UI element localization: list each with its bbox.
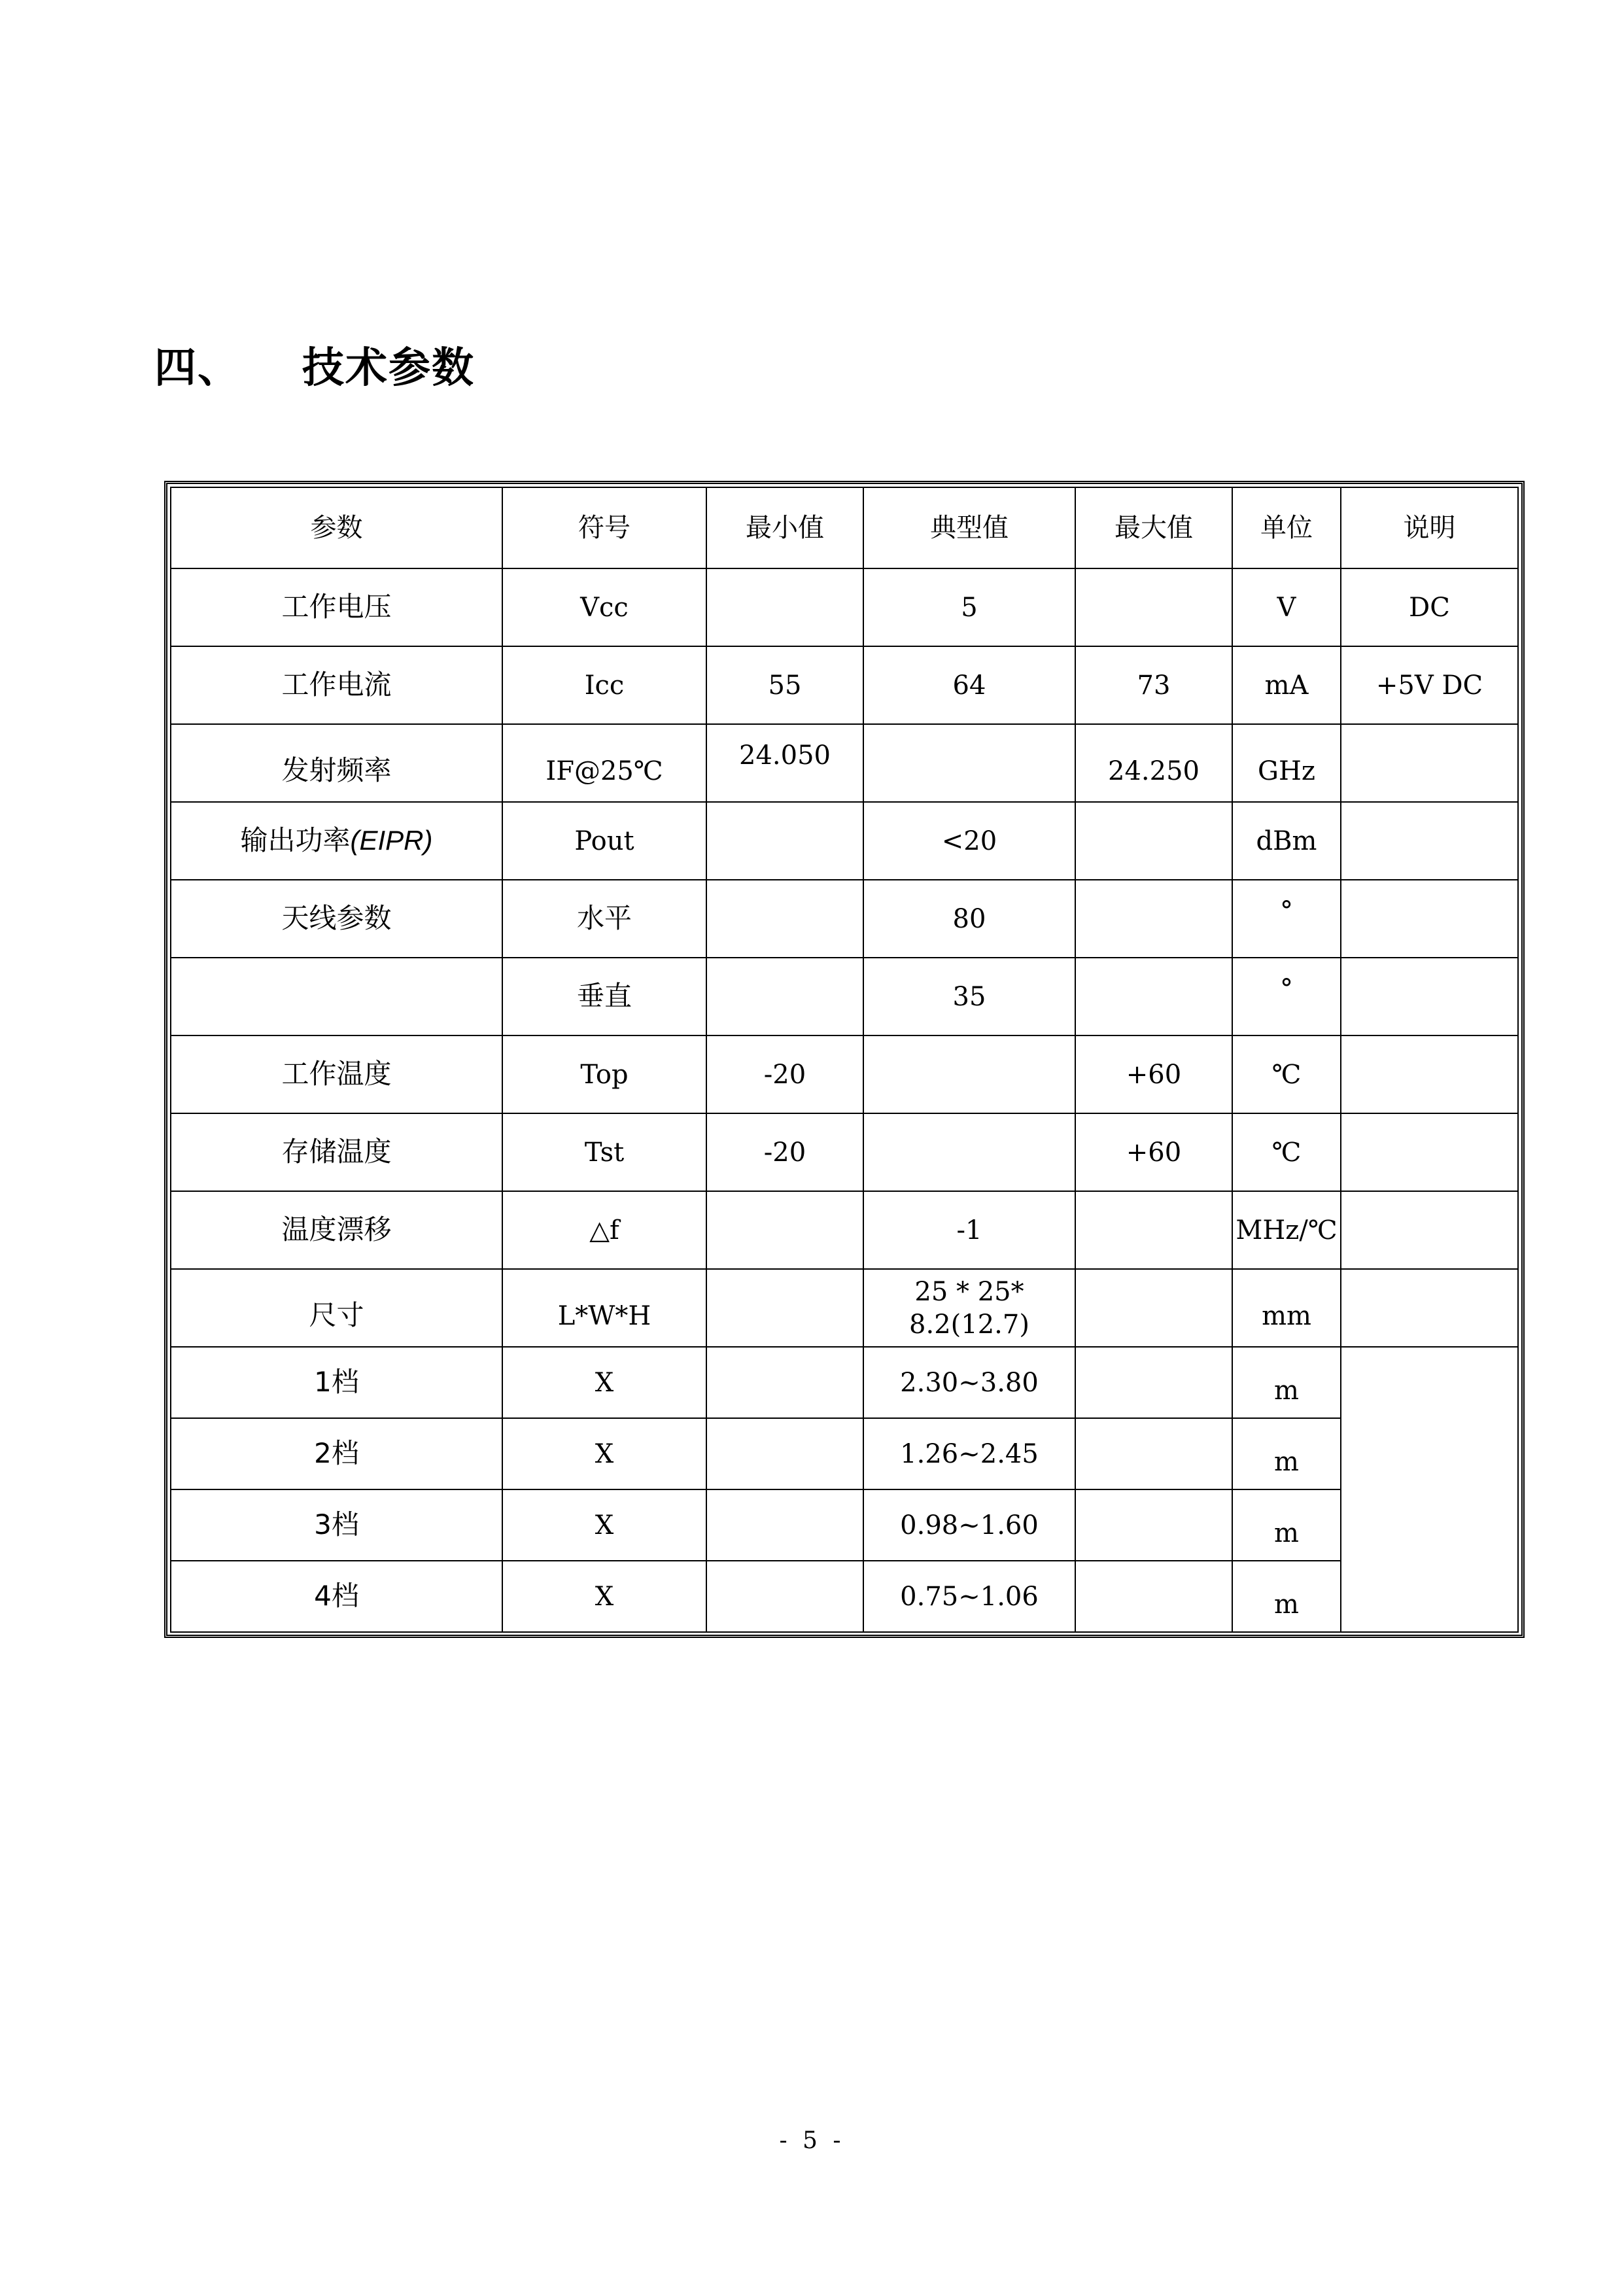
- symbol-cell: 水平: [502, 880, 706, 958]
- table-row: [171, 1347, 1518, 1418]
- table-row: [171, 646, 1518, 724]
- param-cell: 温度漂移: [171, 1191, 502, 1269]
- unit-cell: dBm: [1232, 802, 1341, 880]
- min-cell: 55: [706, 646, 863, 724]
- min-cell: [706, 1191, 863, 1269]
- unit-text: °: [1280, 973, 1293, 1004]
- spec-table: [170, 487, 1519, 1633]
- typ-cell: 0.98~1.60: [863, 1489, 1075, 1561]
- note-cell: [1341, 1113, 1518, 1191]
- symbol-cell: X: [502, 1418, 706, 1489]
- note-cell: [1341, 724, 1518, 802]
- table-row: [171, 1113, 1518, 1191]
- unit-cell: [1232, 1418, 1341, 1489]
- table-row: [171, 880, 1518, 958]
- typ-cell: -1: [863, 1191, 1075, 1269]
- param-cell: 工作温度: [171, 1035, 502, 1113]
- typ-cell: 5: [863, 568, 1075, 646]
- typ-cell: [863, 724, 1075, 802]
- unit-cell: [1232, 1269, 1341, 1347]
- max-cell: [1075, 568, 1232, 646]
- table-row: [171, 1191, 1518, 1269]
- spec-table-frame: [164, 481, 1525, 1638]
- param-cell: 3档: [171, 1489, 502, 1561]
- symbol-cell: Icc: [502, 646, 706, 724]
- table-row: [171, 1035, 1518, 1113]
- symbol-cell: X: [502, 1561, 706, 1632]
- symbol-text: L*W*H: [557, 1300, 651, 1331]
- note-cell: [1341, 802, 1518, 880]
- symbol-text: IF@25℃: [545, 756, 663, 786]
- unit-cell: [1232, 958, 1341, 1035]
- param-cell: 工作电流: [171, 646, 502, 724]
- typ-cell: [863, 1113, 1075, 1191]
- note-cell: [1341, 1269, 1518, 1347]
- param-cell: 工作电压: [171, 568, 502, 646]
- unit-text: mm: [1262, 1300, 1311, 1331]
- header-cell-note: 说明: [1341, 487, 1518, 568]
- max-cell: +60: [1075, 1035, 1232, 1113]
- typ-line-2: 8.2(12.7): [909, 1309, 1029, 1340]
- param-text: 发射频率: [281, 754, 392, 787]
- max-cell: [1075, 1269, 1232, 1347]
- unit-cell: [1232, 1347, 1341, 1418]
- unit-text: °: [1280, 896, 1293, 926]
- max-cell: [1075, 958, 1232, 1035]
- header-cell-typ: 典型值: [863, 487, 1075, 568]
- symbol-cell: [502, 724, 706, 802]
- unit-cell: [1232, 1561, 1341, 1632]
- max-cell: [1075, 1347, 1232, 1418]
- min-cell: -20: [706, 1113, 863, 1191]
- table-row: [171, 958, 1518, 1035]
- unit-cell: ℃: [1232, 1113, 1341, 1191]
- typ-cell: <20: [863, 802, 1075, 880]
- max-cell: 73: [1075, 646, 1232, 724]
- symbol-cell: X: [502, 1489, 706, 1561]
- page-number: - 5 -: [779, 2127, 845, 2154]
- header-cell-unit: 单位: [1232, 487, 1341, 568]
- max-cell: [1075, 1191, 1232, 1269]
- min-cell: [706, 568, 863, 646]
- unit-cell: [1232, 724, 1341, 802]
- table-row: [171, 568, 1518, 646]
- unit-cell: ℃: [1232, 1035, 1341, 1113]
- typ-cell: [863, 1035, 1075, 1113]
- symbol-cell: Tst: [502, 1113, 706, 1191]
- typ-line-1: 25 * 25*: [914, 1276, 1024, 1307]
- unit-text: m: [1274, 1589, 1299, 1620]
- min-cell: [706, 1269, 863, 1347]
- param-cell: 1档: [171, 1347, 502, 1418]
- min-cell: [706, 1561, 863, 1632]
- table-header-row: [171, 487, 1518, 568]
- unit-cell: MHz/℃: [1232, 1191, 1341, 1269]
- section-heading: [154, 335, 475, 394]
- symbol-cell: Top: [502, 1035, 706, 1113]
- header-cell-param: 参数: [171, 487, 502, 568]
- table-row: [171, 802, 1518, 880]
- max-cell: [1075, 1418, 1232, 1489]
- note-cell: [1341, 958, 1518, 1035]
- symbol-cell: △f: [502, 1191, 706, 1269]
- table-row: [171, 1489, 1518, 1561]
- note-cell: [1341, 1191, 1518, 1269]
- min-cell: [706, 1418, 863, 1489]
- param-suffix-text: (EIPR): [350, 825, 433, 856]
- min-cell: [706, 880, 863, 958]
- param-cell: 存储温度: [171, 1113, 502, 1191]
- typ-cell: 2.30~3.80: [863, 1347, 1075, 1418]
- header-cell-max: 最大值: [1075, 487, 1232, 568]
- symbol-cell: [502, 1269, 706, 1347]
- unit-text: GHz: [1258, 756, 1315, 786]
- table-row: [171, 1269, 1518, 1347]
- symbol-cell: Pout: [502, 802, 706, 880]
- table-row: [171, 1418, 1518, 1489]
- param-text: 尺寸: [309, 1299, 364, 1332]
- max-cell: [1075, 1561, 1232, 1632]
- note-cell: +5V DC: [1341, 646, 1518, 724]
- typ-cell: 35: [863, 958, 1075, 1035]
- param-cell: [171, 724, 502, 802]
- param-text: 输出功率: [240, 824, 351, 857]
- unit-cell: [1232, 880, 1341, 958]
- unit-text: m: [1274, 1446, 1299, 1477]
- min-cell: -20: [706, 1035, 863, 1113]
- max-cell: [1075, 802, 1232, 880]
- param-cell: [171, 802, 502, 880]
- symbol-cell: X: [502, 1347, 706, 1418]
- param-cell: [171, 958, 502, 1035]
- note-cell: [1341, 880, 1518, 958]
- typ-cell: [863, 1269, 1075, 1347]
- unit-cell: mA: [1232, 646, 1341, 724]
- max-text: 24.250: [1108, 756, 1200, 786]
- min-cell: [706, 724, 863, 802]
- typ-cell: 1.26~2.45: [863, 1418, 1075, 1489]
- symbol-cell: Vcc: [502, 568, 706, 646]
- note-cell: [1341, 1035, 1518, 1113]
- min-cell: [706, 958, 863, 1035]
- max-cell: [1075, 1489, 1232, 1561]
- min-cell: [706, 1347, 863, 1418]
- unit-text: m: [1274, 1518, 1299, 1548]
- min-cell: [706, 802, 863, 880]
- symbol-cell: 垂直: [502, 958, 706, 1035]
- header-cell-min: 最小值: [706, 487, 863, 568]
- param-cell: 4档: [171, 1561, 502, 1632]
- note-cell-merged: [1341, 1347, 1518, 1632]
- section-number: 四、: [154, 344, 241, 392]
- unit-text: m: [1274, 1375, 1299, 1406]
- table-row: [171, 1561, 1518, 1632]
- header-cell-symbol: 符号: [502, 487, 706, 568]
- max-cell: +60: [1075, 1113, 1232, 1191]
- typ-cell: 64: [863, 646, 1075, 724]
- min-text: 24.050: [739, 740, 831, 771]
- unit-cell: [1232, 1489, 1341, 1561]
- note-cell: DC: [1341, 568, 1518, 646]
- max-cell: [1075, 880, 1232, 958]
- param-cell: 天线参数: [171, 880, 502, 958]
- max-cell: [1075, 724, 1232, 802]
- unit-cell: V: [1232, 568, 1341, 646]
- table-row: [171, 724, 1518, 802]
- param-cell: 2档: [171, 1418, 502, 1489]
- typ-cell: 0.75~1.06: [863, 1561, 1075, 1632]
- typ-cell: 80: [863, 880, 1075, 958]
- param-cell: [171, 1269, 502, 1347]
- section-title: 技术参数: [302, 344, 475, 392]
- min-cell: [706, 1489, 863, 1561]
